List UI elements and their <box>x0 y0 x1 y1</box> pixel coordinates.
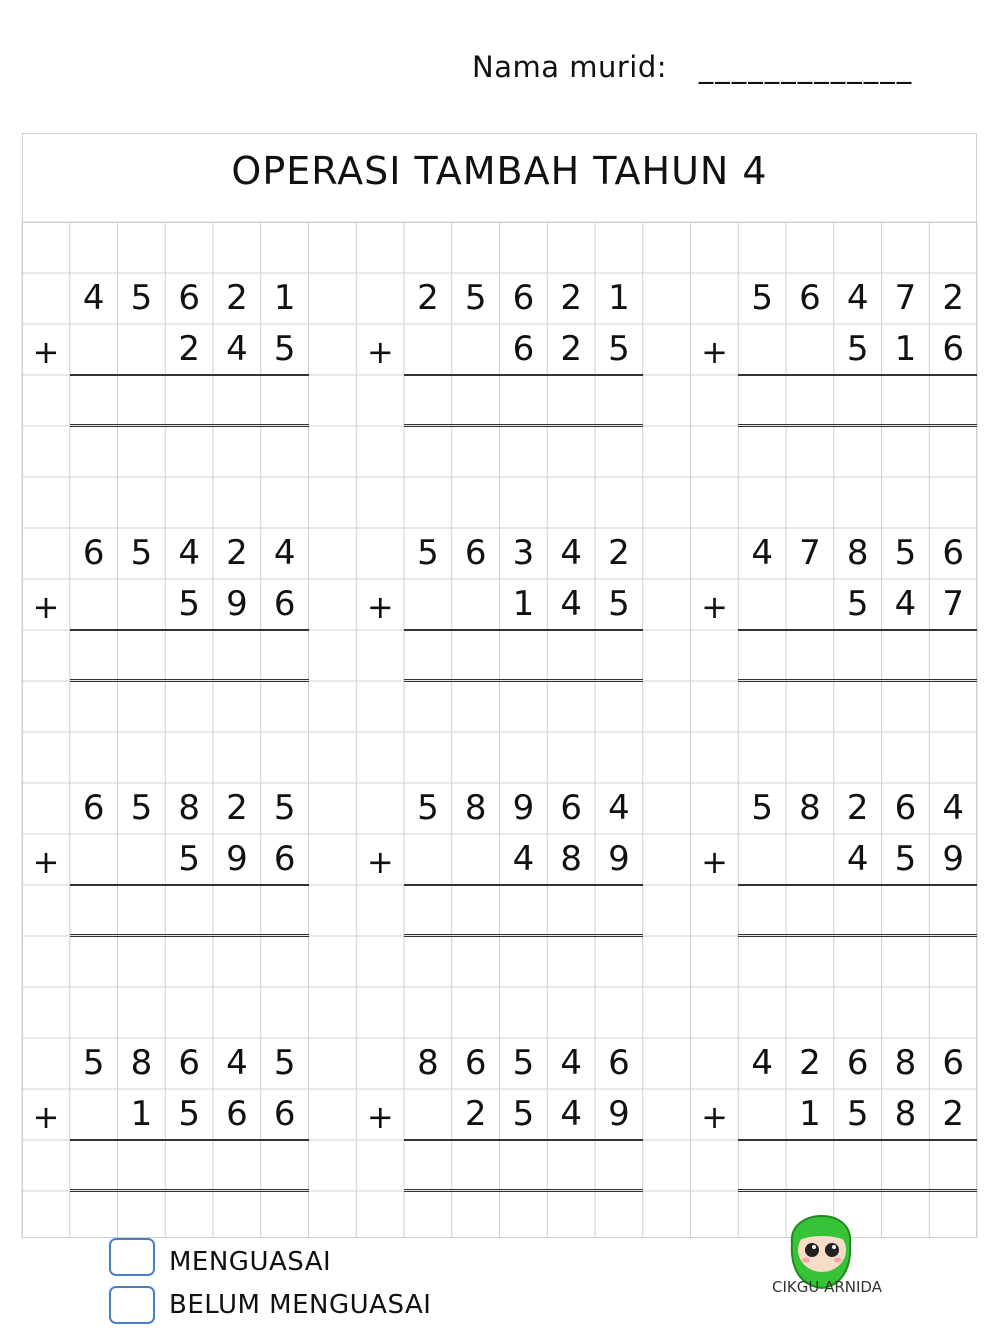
bottom-number-digit: 5 <box>608 584 630 624</box>
top-number-digit: 2 <box>226 788 248 828</box>
answer-field[interactable] <box>404 885 643 936</box>
teacher-mascot-icon <box>782 1198 862 1290</box>
top-number-digit: 5 <box>273 788 296 828</box>
plus-sign: + <box>701 843 728 881</box>
answer-double-underline <box>70 934 309 937</box>
top-number-digit: 5 <box>130 788 153 828</box>
top-number-digit: 8 <box>178 788 201 828</box>
top-number-digit: 8 <box>130 1043 153 1083</box>
plus-sign: + <box>701 1098 728 1136</box>
bottom-number-digit: 1 <box>130 1094 153 1134</box>
plus-sign: + <box>366 333 394 371</box>
top-number-digit: 2 <box>846 788 869 828</box>
plus-sign: + <box>32 333 60 371</box>
worksheet-title: OPERASI TAMBAH TAHUN 4 <box>23 134 976 223</box>
top-number-digit: 4 <box>226 1043 248 1083</box>
bottom-number-digit: 4 <box>512 839 535 879</box>
bottom-number-digit: 1 <box>894 329 917 369</box>
bottom-number-digit: 8 <box>894 1094 917 1134</box>
top-number-digit: 1 <box>273 278 296 318</box>
plus-sign: + <box>32 588 60 626</box>
top-number-digit: 4 <box>846 278 869 318</box>
top-number-digit: 4 <box>942 788 965 828</box>
top-number-digit: 5 <box>130 533 153 573</box>
answer-field[interactable] <box>404 630 643 681</box>
answer-double-underline <box>404 679 643 682</box>
top-number-digit: 8 <box>417 1043 439 1083</box>
bottom-number-digit: 9 <box>608 839 630 879</box>
answer-field[interactable] <box>738 1140 977 1191</box>
bottom-number-digit: 9 <box>608 1094 630 1134</box>
plus-sign: + <box>366 1098 394 1136</box>
top-number-digit: 6 <box>82 533 105 573</box>
answer-field[interactable] <box>738 885 977 936</box>
bottom-number-digit: 2 <box>560 329 583 369</box>
bottom-number-digit: 1 <box>512 584 535 624</box>
bottom-number-digit: 4 <box>846 839 869 879</box>
mastered-checkbox[interactable] <box>109 1238 155 1276</box>
top-number-digit: 5 <box>894 533 917 573</box>
top-number-digit: 8 <box>464 788 487 828</box>
answer-field[interactable] <box>738 375 977 426</box>
top-number-digit: 6 <box>178 1043 201 1083</box>
not-mastered-label: BELUM MENGUASAI <box>169 1290 432 1320</box>
not-mastered-checkbox[interactable] <box>109 1286 155 1324</box>
top-number-digit: 2 <box>608 533 630 573</box>
top-number-digit: 6 <box>608 1043 630 1083</box>
plus-sign: + <box>701 588 728 626</box>
bottom-number-digit: 5 <box>178 584 201 624</box>
top-number-digit: 4 <box>560 1043 583 1083</box>
top-number-digit: 5 <box>512 1043 535 1083</box>
bottom-number-digit: 5 <box>894 839 917 879</box>
top-number-digit: 7 <box>799 533 821 573</box>
bottom-number-digit: 9 <box>226 839 248 879</box>
top-number-digit: 6 <box>178 278 201 318</box>
top-number-digit: 4 <box>751 1043 774 1083</box>
bottom-number-digit: 2 <box>942 1094 965 1134</box>
bottom-number-digit: 5 <box>846 329 869 369</box>
bottom-number-digit: 4 <box>560 1094 583 1134</box>
top-number-digit: 3 <box>512 533 535 573</box>
bottom-number-digit: 2 <box>178 329 201 369</box>
top-number-digit: 4 <box>560 533 583 573</box>
answer-field[interactable] <box>70 630 309 681</box>
top-number-digit: 6 <box>942 533 965 573</box>
bottom-number-digit: 9 <box>226 584 248 624</box>
bottom-number-digit: 5 <box>273 329 296 369</box>
student-name-label: Nama murid: <box>472 50 667 84</box>
student-name-blank[interactable]: _____________ <box>698 50 914 84</box>
plus-sign: + <box>701 333 728 371</box>
top-number-digit: 9 <box>512 788 535 828</box>
top-number-digit: 4 <box>751 533 774 573</box>
answer-double-underline <box>738 424 977 427</box>
plus-sign: + <box>32 843 60 881</box>
bottom-number-digit: 2 <box>464 1094 487 1134</box>
bottom-number-digit: 6 <box>273 584 296 624</box>
top-number-digit: 8 <box>846 533 869 573</box>
top-number-digit: 5 <box>417 788 439 828</box>
top-number-digit: 5 <box>464 278 487 318</box>
top-number-digit: 2 <box>942 278 965 318</box>
bottom-number-digit: 5 <box>846 1094 869 1134</box>
answer-double-underline <box>70 679 309 682</box>
answer-double-underline <box>70 424 309 427</box>
top-number-digit: 6 <box>464 533 487 573</box>
top-number-digit: 2 <box>226 533 248 573</box>
top-number-digit: 2 <box>560 278 583 318</box>
answer-double-underline <box>738 934 977 937</box>
top-number-digit: 4 <box>608 788 630 828</box>
plus-sign: + <box>366 588 394 626</box>
bottom-number-digit: 5 <box>178 1094 201 1134</box>
answer-field[interactable] <box>404 375 643 426</box>
answer-field[interactable] <box>70 375 309 426</box>
top-number-digit: 7 <box>894 278 917 318</box>
top-number-digit: 5 <box>417 533 439 573</box>
answer-field[interactable] <box>70 1140 309 1191</box>
student-name-field[interactable] <box>472 50 913 84</box>
top-number-digit: 6 <box>894 788 917 828</box>
bottom-number-digit: 5 <box>512 1094 535 1134</box>
bottom-number-digit: 9 <box>942 839 965 879</box>
answer-double-underline <box>738 1189 977 1192</box>
answer-double-underline <box>404 934 643 937</box>
bottom-number-digit: 6 <box>942 329 965 369</box>
bottom-number-digit: 5 <box>846 584 869 624</box>
bottom-number-digit: 6 <box>226 1094 248 1134</box>
mastered-label: MENGUASAI <box>169 1247 332 1277</box>
bottom-number-digit: 4 <box>226 329 248 369</box>
answer-double-underline <box>70 1189 309 1192</box>
bottom-number-digit: 1 <box>799 1094 821 1134</box>
bottom-number-digit: 5 <box>608 329 630 369</box>
top-number-digit: 6 <box>512 278 535 318</box>
bottom-number-digit: 6 <box>273 1094 296 1134</box>
bottom-number-digit: 4 <box>560 584 583 624</box>
top-number-digit: 1 <box>608 278 630 318</box>
answer-field[interactable] <box>70 885 309 936</box>
top-number-digit: 6 <box>560 788 583 828</box>
plus-sign: + <box>32 1098 60 1136</box>
top-number-digit: 4 <box>178 533 201 573</box>
top-number-digit: 2 <box>799 1043 821 1083</box>
top-number-digit: 6 <box>846 1043 869 1083</box>
top-number-digit: 8 <box>894 1043 917 1083</box>
top-number-digit: 6 <box>942 1043 965 1083</box>
top-number-digit: 2 <box>226 278 248 318</box>
answer-double-underline <box>404 1189 643 1192</box>
answer-double-underline <box>404 424 643 427</box>
bottom-number-digit: 7 <box>942 584 965 624</box>
top-number-digit: 8 <box>799 788 821 828</box>
answer-field[interactable] <box>404 1140 643 1191</box>
top-number-digit: 5 <box>273 1043 296 1083</box>
top-number-digit: 2 <box>417 278 439 318</box>
bottom-number-digit: 6 <box>512 329 535 369</box>
top-number-digit: 5 <box>130 278 153 318</box>
top-number-digit: 5 <box>82 1043 105 1083</box>
top-number-digit: 6 <box>82 788 105 828</box>
top-number-digit: 4 <box>82 278 105 318</box>
top-number-digit: 6 <box>799 278 821 318</box>
answer-double-underline <box>738 679 977 682</box>
top-number-digit: 6 <box>464 1043 487 1083</box>
bottom-number-digit: 8 <box>560 839 583 879</box>
top-number-digit: 4 <box>273 533 296 573</box>
bottom-number-digit: 6 <box>273 839 296 879</box>
top-number-digit: 5 <box>751 788 774 828</box>
credit-label: CIKGU ARNIDA <box>772 1278 882 1296</box>
bottom-number-digit: 4 <box>894 584 917 624</box>
top-number-digit: 5 <box>751 278 774 318</box>
bottom-number-digit: 5 <box>178 839 201 879</box>
answer-field[interactable] <box>738 630 977 681</box>
plus-sign: + <box>366 843 394 881</box>
